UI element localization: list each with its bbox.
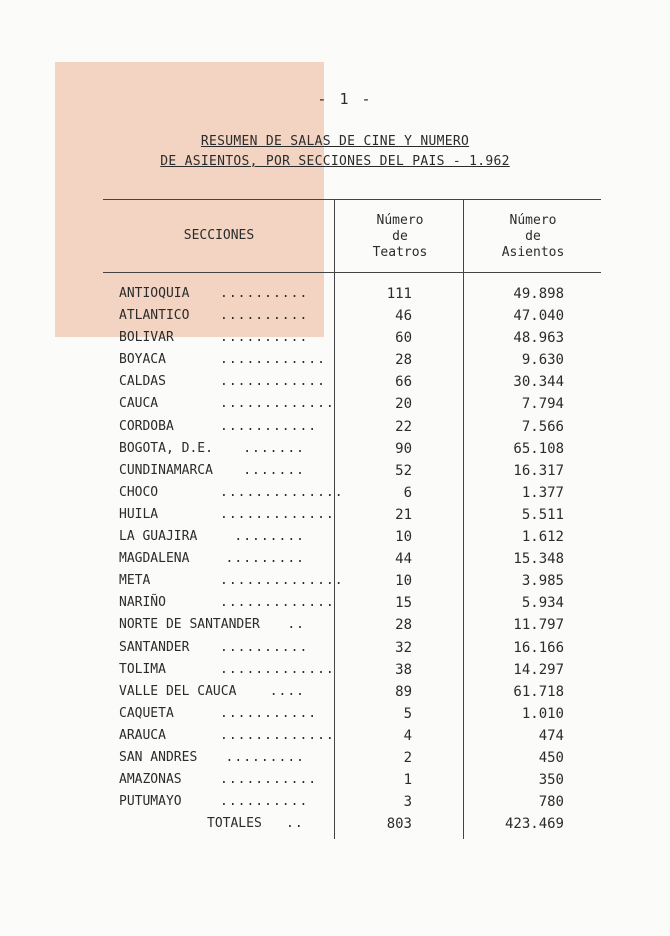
- teatros-value: 38: [395, 661, 412, 678]
- teatros-value: 28: [395, 617, 412, 634]
- section-name: SANTANDER: [119, 639, 190, 655]
- asientos-value: 450: [538, 749, 564, 766]
- page-number: - 1 -: [317, 90, 373, 108]
- leader-dots: .......: [243, 462, 305, 478]
- leader-dots: ..........: [220, 330, 309, 346]
- table-row: [0, 483, 670, 505]
- asientos-value: 16.166: [513, 639, 564, 656]
- teatros-value: 22: [395, 418, 412, 435]
- table-row: [0, 439, 670, 461]
- table-row: [0, 461, 670, 483]
- asientos-value: 47.040: [513, 308, 564, 325]
- teatros-value: 10: [395, 529, 412, 546]
- table-row: [0, 372, 670, 394]
- leader-dots: ............: [220, 352, 326, 368]
- table-row: [0, 704, 670, 726]
- leader-dots: .............: [220, 727, 335, 743]
- teatros-value: 90: [395, 440, 412, 457]
- table-row: [0, 328, 670, 350]
- teatros-value: 21: [395, 506, 412, 523]
- asientos-value: 9.630: [521, 352, 564, 369]
- leader-dots: ..............: [220, 484, 344, 500]
- table-row: [0, 593, 670, 615]
- leader-dots: .............: [220, 661, 335, 677]
- table-body: [0, 284, 670, 836]
- asientos-value: 7.794: [521, 396, 564, 413]
- teatros-value: 1: [403, 772, 412, 789]
- asientos-value: 14.297: [513, 661, 564, 678]
- table-row: [0, 770, 670, 792]
- teatros-value: 89: [395, 683, 412, 700]
- asientos-value: 30.344: [513, 374, 564, 391]
- section-name: CAUCA: [119, 396, 159, 412]
- table-row: [0, 638, 670, 660]
- document-title-line-1: RESUMEN DE SALAS DE CINE Y NUMERO: [200, 134, 470, 149]
- leader-dots: .........: [225, 551, 305, 567]
- table-row: [0, 660, 670, 682]
- asientos-value: 1.010: [521, 705, 564, 722]
- asientos-value: 7.566: [521, 418, 564, 435]
- totals-dots: ..: [286, 816, 304, 832]
- section-name: HUILA: [119, 506, 159, 522]
- section-name: CAQUETA: [119, 705, 174, 721]
- table-header-rule: [103, 272, 601, 273]
- asientos-value: 5.934: [521, 595, 564, 612]
- header-secciones: SECCIONES: [183, 228, 255, 243]
- section-name: VALLE DEL CAUCA: [119, 683, 237, 699]
- totals-asientos: 423.469: [504, 816, 564, 833]
- leader-dots: ..........: [220, 639, 309, 655]
- asientos-value: 3.985: [521, 573, 564, 590]
- section-name: PUTUMAYO: [119, 794, 182, 810]
- section-name: BOGOTA, D.E.: [119, 440, 213, 456]
- teatros-value: 4: [403, 727, 412, 744]
- table-row: [0, 682, 670, 704]
- section-name: NARIÑO: [119, 595, 166, 611]
- leader-dots: .............: [220, 506, 335, 522]
- leader-dots: ..............: [220, 573, 344, 589]
- table-row: [0, 527, 670, 549]
- leader-dots: ....: [269, 683, 305, 699]
- document-title-line-2: DE ASIENTOS, POR SECCIONES DEL PAIS - 1.962: [160, 154, 510, 169]
- header-asientos: Número de Asientos: [501, 213, 565, 260]
- teatros-value: 3: [403, 794, 412, 811]
- section-name: CORDOBA: [119, 418, 174, 434]
- asientos-value: 49.898: [513, 286, 564, 302]
- table-row: [0, 571, 670, 593]
- leader-dots: ..........: [220, 794, 309, 810]
- leader-dots: ..........: [220, 286, 309, 301]
- table-row: [0, 748, 670, 770]
- section-name: ANTIOQUIA: [119, 286, 190, 301]
- totals-row: [0, 814, 670, 836]
- leader-dots: ........: [234, 529, 305, 545]
- section-name: AMAZONAS: [119, 772, 182, 788]
- table-row: [0, 350, 670, 372]
- teatros-value: 52: [395, 462, 412, 479]
- asientos-value: 16.317: [513, 462, 564, 479]
- table-row: [0, 394, 670, 416]
- section-name: BOYACA: [119, 352, 166, 368]
- asientos-value: 1.612: [521, 529, 564, 546]
- asientos-value: 65.108: [513, 440, 564, 457]
- section-name: SAN ANDRES: [119, 749, 198, 765]
- table-row: [0, 505, 670, 527]
- teatros-value: 46: [395, 308, 412, 325]
- teatros-value: 66: [395, 374, 412, 391]
- section-name: ATLANTICO: [119, 308, 190, 324]
- leader-dots: ..........: [220, 308, 309, 324]
- totals-teatros: 803: [386, 816, 412, 833]
- table-top-rule: [103, 199, 601, 200]
- leader-dots: .........: [225, 749, 305, 765]
- asientos-value: 1.377: [521, 484, 564, 501]
- section-name: NORTE DE SANTANDER: [119, 617, 260, 633]
- asientos-value: 474: [538, 727, 564, 744]
- section-name: TOLIMA: [119, 661, 166, 677]
- teatros-value: 28: [395, 352, 412, 369]
- teatros-value: 10: [395, 573, 412, 590]
- leader-dots: .............: [220, 595, 335, 611]
- section-name: LA GUAJIRA: [119, 529, 198, 545]
- table-row: [0, 615, 670, 637]
- teatros-value: 32: [395, 639, 412, 656]
- table-row: [0, 726, 670, 748]
- table-row: [0, 306, 670, 328]
- section-name: MAGDALENA: [119, 551, 190, 567]
- leader-dots: .......: [243, 440, 305, 456]
- table-row: [0, 417, 670, 439]
- table-row: [0, 549, 670, 571]
- section-name: ARAUCA: [119, 727, 166, 743]
- section-name: META: [119, 573, 151, 589]
- section-name: CALDAS: [119, 374, 166, 390]
- header-teatros: Número de Teatros: [372, 213, 428, 260]
- asientos-value: 780: [538, 794, 564, 811]
- teatros-value: 20: [395, 396, 412, 413]
- totals-label: TOTALES: [207, 816, 262, 832]
- asientos-value: 15.348: [513, 551, 564, 568]
- section-name: CHOCO: [119, 484, 159, 500]
- leader-dots: ..: [287, 617, 305, 633]
- asientos-value: 350: [538, 772, 564, 789]
- table-row: [0, 792, 670, 814]
- section-name: CUNDINAMARCA: [119, 462, 213, 478]
- teatros-value: 15: [395, 595, 412, 612]
- leader-dots: ...........: [220, 772, 318, 788]
- teatros-value: 44: [395, 551, 412, 568]
- teatros-value: 111: [386, 286, 412, 302]
- asientos-value: 48.963: [513, 330, 564, 347]
- teatros-value: 60: [395, 330, 412, 347]
- asientos-value: 11.797: [513, 617, 564, 634]
- teatros-value: 5: [403, 705, 412, 722]
- asientos-value: 61.718: [513, 683, 564, 700]
- table-row: [0, 284, 670, 306]
- leader-dots: ...........: [220, 418, 318, 434]
- asientos-value: 5.511: [521, 506, 564, 523]
- section-name: BOLIVAR: [119, 330, 174, 346]
- leader-dots: ............: [220, 374, 326, 390]
- leader-dots: ...........: [220, 705, 318, 721]
- teatros-value: 2: [403, 749, 412, 766]
- teatros-value: 6: [403, 484, 412, 501]
- leader-dots: .............: [220, 396, 335, 412]
